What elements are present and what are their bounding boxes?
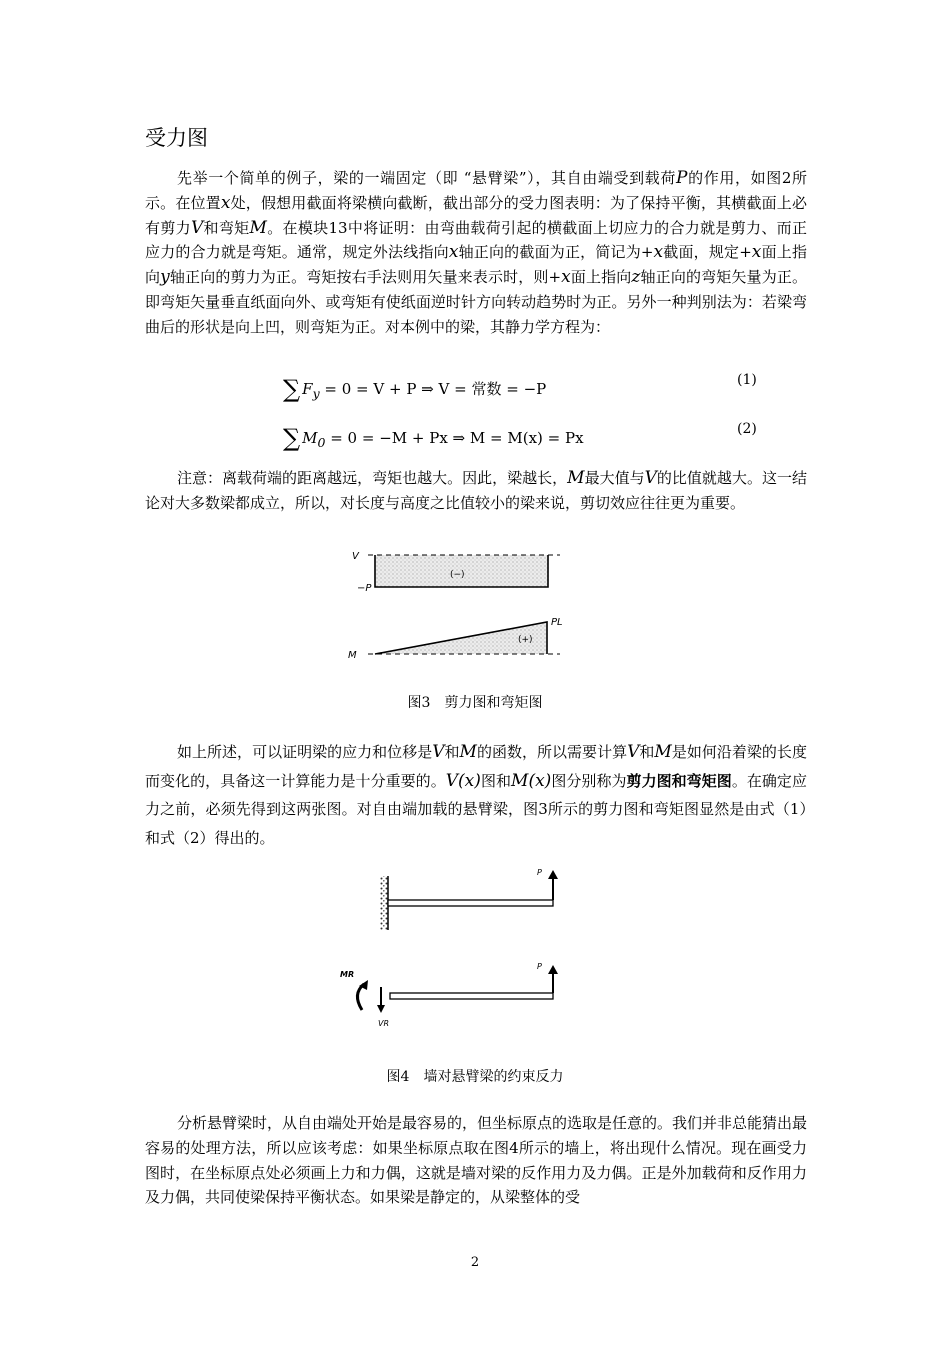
shear-moment-diagram [340,545,580,665]
paragraph-intro: 先举一个简单的例子，梁的一端固定（即 “悬臂梁”），其自由端受到载荷P的作用，如图2所示。在位置x处，假想用截面将梁横向截断，截出部分的受力图表明：为了保持平衡，其横截面上必有剪力V和弯矩M。在模块13中将证明：由弯曲载荷引起的横截面上切应力的合力就是剪力、而正应力的合力就是弯矩。通常，规定外法线指向x轴正向的截面为正，简记为+x截面，规定+x面上指向y轴正向的剪力为正。弯矩按右手法则用矢量来表示时，则+x面上指向z轴正向的弯矩矢量为正。即弯矩矢量垂直纸面向外、或弯矩有使纸面逆时针方向转动趋势时为正。另外一种判别法为：若梁弯曲后的形状是向上凹，则弯矩为正。对本例中的梁，其静力学方程为： [145,168,808,336]
load-label-top: P [537,868,542,877]
equation-1: ∑ $F_y = 0 = V + P$ ⇒ V = 常数 = −P (1) [283,372,757,403]
page-number: 2 [470,1255,480,1270]
figure-4-caption: 图4 墙对悬臂梁的约束反力 [386,1069,564,1085]
shear-axis-label: V [352,551,359,562]
load-label-bottom: P [537,962,542,971]
arrow-head-icon [548,870,558,879]
reaction-moment-label: MR [340,970,355,979]
equation-number: (2) [737,421,757,437]
arrow-head-icon [548,965,558,974]
free-body-beam [390,993,553,999]
moment-axis-label: M [348,650,357,661]
reaction-force-label: VR [378,1019,390,1028]
figure-3-caption: 图3 剪力图和弯矩图 [407,695,543,711]
section-heading: 受力图 [145,126,208,150]
equation-2: ∑ $M_0 = 0 = -M + Px$ ⇒ M = M(x) = Px (2) [283,421,757,452]
paragraph-note: 注意：离载荷端的距离越远，弯矩也越大。因此，梁越长，M最大值与V的比值就越大。这一结论对大多数梁都成立，所以，对长度与高度之比值较小的梁来说，剪切效应往往更为重要。 [145,468,807,512]
equation-number: (1) [737,372,757,388]
moment-sign-label: (+) [518,635,533,645]
wall [380,876,388,930]
shear-sign-label: (−) [450,570,465,580]
arrow-head-icon [377,1005,385,1013]
cantilever-beam [388,900,553,906]
moment-value-label: PL [551,617,563,628]
cantilever-reaction-diagram [330,862,590,1040]
paragraph-diagrams: 如上所述，可以证明梁的应力和位移是V和M的函数，所以需要计算V和M是如何沿着梁的长度而变化的，具备这一计算能力是十分重要的。V(x)图和M(x)图分别称为剪力图和弯矩图。在确定应力之前，必须先得到这两张图。对自由端加载的悬臂梁，图3所示的剪力图和弯矩图显然是由式（1）和式（2）得出的。 [145,742,807,847]
paragraph-analysis: 分析悬臂梁时，从自由端处开始是最容易的，但坐标原点的选取是任意的。我们并非总能猜出最容易的处理方法，所以应该考虑：如果坐标原点取在图4所示的墙上，将出现什么情况。现在画受力图时，在坐标原点处必须画上力和力偶，这就是墙对梁的反作用力及力偶。正是外加载荷和反作用力及力偶，共同使梁保持平衡状态。如果梁是静定的，从梁整体的受 [145,1114,808,1207]
shear-value-label: −P [357,583,372,594]
